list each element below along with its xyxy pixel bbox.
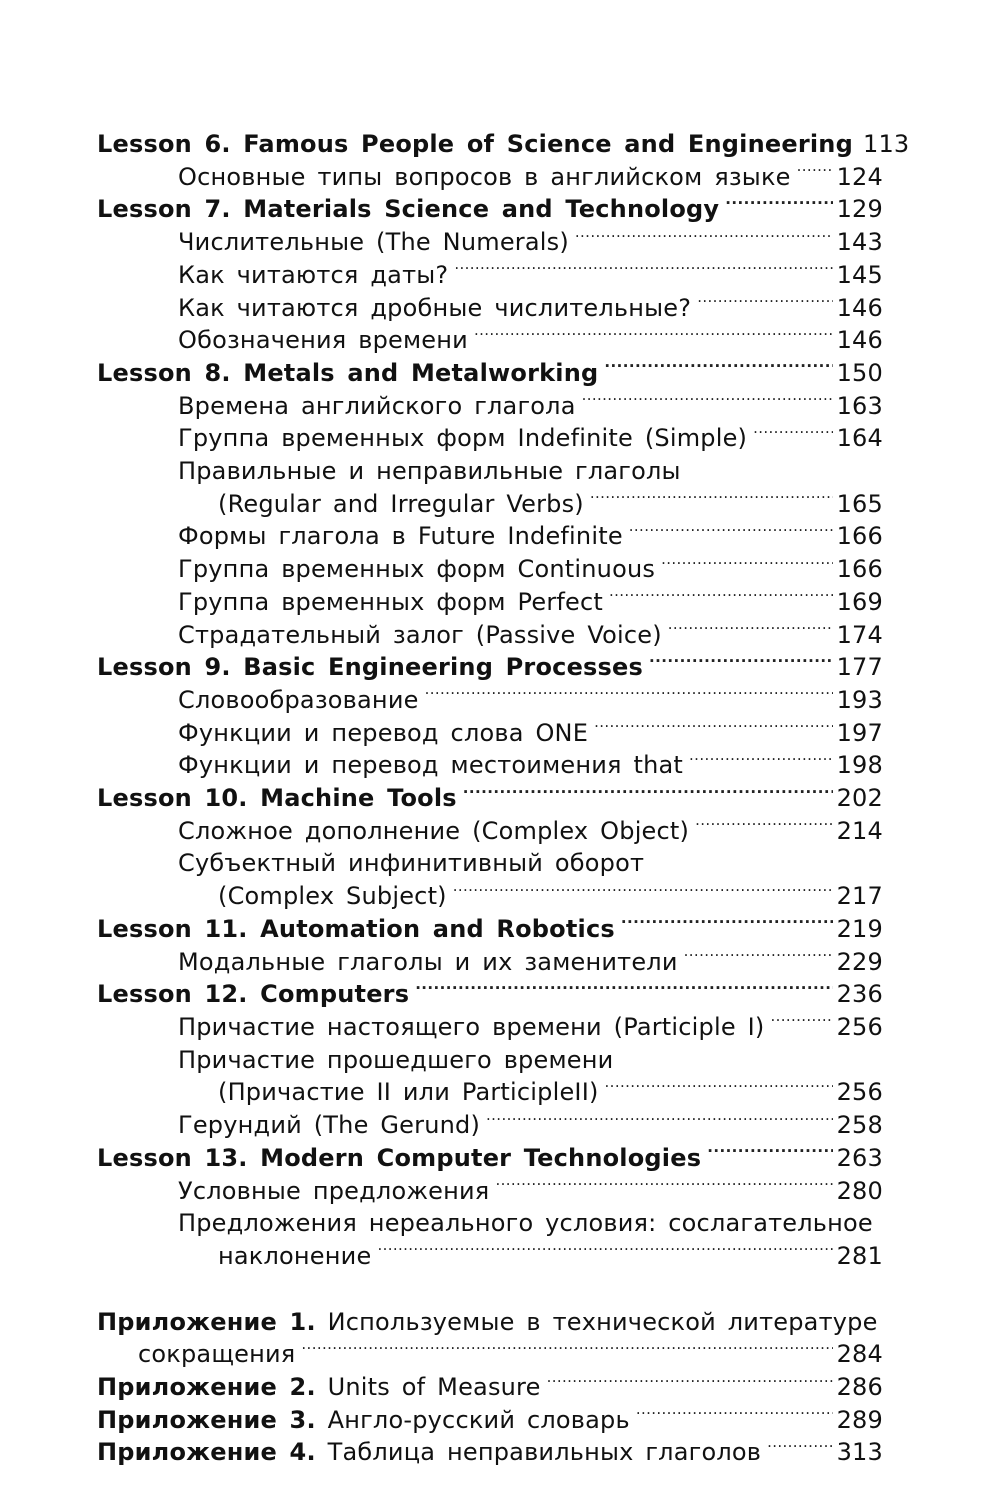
toc-entry[interactable] — [97, 161, 883, 194]
toc-entry[interactable] — [97, 946, 883, 979]
toc-page-number: 193 — [836, 685, 883, 714]
toc-page-number: 197 — [836, 718, 883, 747]
toc-entry-heading — [97, 1207, 883, 1240]
toc-entry-title: Lesson 11. Automation and Robotics — [97, 914, 615, 943]
dot-leader — [605, 1076, 833, 1100]
dot-leader — [415, 978, 832, 1002]
toc-entry-title: Функции и перевод слова ONE — [178, 718, 589, 747]
toc-entry-title: наклонение — [218, 1241, 372, 1270]
toc-entry-title: (Причастие II или ParticipleII) — [218, 1078, 599, 1107]
toc-entry[interactable] — [97, 749, 883, 782]
dot-leader — [668, 619, 833, 643]
toc-page-number: 169 — [836, 587, 883, 616]
dot-leader — [695, 815, 832, 839]
toc-entry-heading — [97, 847, 883, 880]
toc-entry[interactable] — [97, 553, 883, 586]
toc-page-number: 150 — [836, 358, 883, 387]
dot-leader — [575, 226, 833, 250]
toc-entry[interactable] — [97, 259, 883, 292]
dot-leader — [453, 880, 833, 904]
toc-entry-title: сокращения — [138, 1340, 296, 1369]
toc-page-number: 214 — [836, 816, 883, 845]
toc-entry[interactable] — [97, 292, 883, 325]
toc-entry-title: Причастие настоящего времени (Participle I) — [178, 1012, 765, 1041]
dot-leader — [425, 684, 833, 708]
toc-entry-title: Страдательный залог (Passive Voice) — [178, 620, 662, 649]
toc-appendix-4[interactable] — [97, 1436, 883, 1469]
toc-page-number: 145 — [836, 260, 883, 289]
toc-lesson-8[interactable] — [97, 357, 883, 390]
appendix-title: Англо-русский словарь — [327, 1405, 630, 1434]
dot-leader — [590, 488, 833, 512]
toc-entry-title: Группа временных форм Continuous — [178, 555, 656, 584]
toc-entry-title: Герундий (The Gerund) — [178, 1111, 481, 1140]
toc-page-number: 124 — [836, 162, 883, 191]
toc-page-number: 313 — [836, 1438, 883, 1467]
dot-leader — [684, 946, 833, 970]
toc-lesson-12[interactable] — [97, 978, 883, 1011]
toc-page-number: 164 — [836, 424, 883, 453]
toc-entry-title: Формы глагола в Future Indefinite — [178, 522, 623, 551]
toc-entry-title: Модальные глаголы и их заменители — [178, 947, 678, 976]
toc-entry[interactable] — [97, 488, 883, 521]
table-of-contents — [97, 128, 910, 1469]
dot-leader — [621, 913, 833, 937]
toc-entry-title: Функции и перевод местоимения that — [178, 751, 684, 780]
dot-leader — [604, 357, 832, 381]
dot-leader — [377, 1240, 832, 1264]
toc-entry-title — [97, 1306, 878, 1339]
toc-entry[interactable] — [97, 586, 883, 619]
toc-entry[interactable] — [97, 717, 883, 750]
toc-entry-title: Условные предложения — [178, 1176, 490, 1205]
dot-leader — [797, 161, 833, 185]
toc-entry-title: Lesson 7. Materials Science and Technology — [97, 195, 720, 224]
toc-page-number: 177 — [836, 653, 883, 682]
toc-entry-title — [97, 1404, 630, 1437]
toc-page-number: 129 — [836, 195, 883, 224]
toc-entry-title: Обозначения времени — [178, 326, 468, 355]
toc-entry-title: Группа временных форм Perfect — [178, 587, 604, 616]
toc-appendix-3[interactable] — [97, 1404, 883, 1437]
dot-leader — [767, 1436, 832, 1460]
toc-entry-heading — [97, 1044, 883, 1077]
dot-leader — [486, 1109, 833, 1133]
toc-entry[interactable] — [97, 880, 883, 913]
toc-lesson-10[interactable] — [97, 782, 883, 815]
dot-leader — [547, 1371, 833, 1395]
toc-entry-title: Lesson 8. Metals and Metalworking — [97, 358, 599, 387]
toc-lesson-11[interactable] — [97, 913, 883, 946]
appendix-label: Приложение 2. — [97, 1373, 316, 1402]
toc-entry-title: (Complex Subject) — [218, 882, 447, 911]
toc-entry-title: Lesson 6. Famous People of Science and Engineering — [97, 130, 853, 158]
dot-leader — [629, 520, 833, 544]
toc-page-number: 113 — [862, 130, 910, 158]
toc-page-number: 202 — [836, 784, 883, 813]
toc-entry-title: Как читаются даты? — [178, 260, 449, 289]
dot-leader — [463, 782, 833, 806]
toc-page-number: 258 — [836, 1111, 883, 1140]
toc-appendix-2[interactable] — [97, 1371, 883, 1404]
toc-page-number: 165 — [836, 489, 883, 518]
toc-appendix-1 — [97, 1306, 883, 1339]
toc-entry-title: Lesson 10. Machine Tools — [97, 784, 457, 813]
toc-entry-title: Числительные (The Numerals) — [178, 228, 569, 257]
toc-entry-title: Группа временных форм Indefinite (Simple) — [178, 424, 748, 453]
toc-entry-title: Lesson 12. Computers — [97, 980, 410, 1009]
dot-leader — [661, 553, 832, 577]
toc-entry-title — [97, 1371, 541, 1404]
toc-page-number: 286 — [836, 1373, 883, 1402]
dot-leader — [609, 586, 833, 610]
toc-entry-title: (Regular and Irregular Verbs) — [218, 489, 584, 518]
toc-entry-heading — [97, 455, 883, 488]
toc-page-number: 284 — [836, 1340, 883, 1369]
dot-leader — [725, 193, 832, 217]
toc-page-number: 217 — [836, 882, 883, 911]
appendix-label: Приложение 3. — [97, 1405, 316, 1434]
dot-leader — [636, 1404, 833, 1428]
toc-lesson-7[interactable] — [97, 193, 883, 226]
dot-leader — [707, 1142, 832, 1166]
toc-entry[interactable] — [97, 422, 883, 455]
toc-page-number: 166 — [836, 555, 883, 584]
toc-lesson-6[interactable] — [97, 128, 910, 161]
toc-entry-title — [97, 1436, 761, 1469]
toc-page-number: 166 — [836, 522, 883, 551]
toc-entry-title: Сложное дополнение (Complex Object) — [178, 816, 690, 845]
dot-leader — [301, 1338, 832, 1362]
toc-page-number: 281 — [836, 1241, 883, 1270]
toc-page-number: 280 — [836, 1176, 883, 1205]
toc-lesson-13[interactable] — [97, 1142, 883, 1175]
dot-leader — [474, 324, 833, 348]
toc-page-number: 146 — [836, 326, 883, 355]
dot-leader — [770, 1011, 832, 1035]
appendix-label: Приложение 4. — [97, 1438, 316, 1467]
toc-page-number: 256 — [836, 1078, 883, 1107]
dot-leader — [594, 717, 833, 741]
dot-leader — [753, 422, 832, 446]
dot-leader — [495, 1175, 832, 1199]
toc-entry-title: Основные типы вопросов в английском языке — [178, 162, 791, 191]
toc-entry[interactable] — [97, 1076, 883, 1109]
toc-entry[interactable] — [97, 1240, 883, 1273]
dot-leader — [689, 749, 833, 773]
toc-entry[interactable] — [97, 684, 883, 717]
toc-page-number: 174 — [836, 620, 883, 649]
toc-entry[interactable] — [97, 1011, 883, 1044]
toc-entry-title: Lesson 13. Modern Computer Technologies — [97, 1143, 702, 1172]
appendix-title: Units of Measure — [327, 1373, 541, 1402]
toc-page-number: 229 — [836, 947, 883, 976]
toc-page-number: 263 — [836, 1143, 883, 1172]
toc-page-number: 198 — [836, 751, 883, 780]
toc-entry-title: Субъектный инфинитивный оборот — [178, 849, 645, 878]
dot-leader — [697, 292, 832, 316]
toc-entry[interactable] — [97, 324, 883, 357]
toc-page-number: 236 — [836, 980, 883, 1009]
section-gap — [97, 1273, 883, 1306]
toc-entry[interactable] — [97, 520, 883, 553]
appendix-label: Приложение 1. — [97, 1307, 316, 1336]
toc-page-number: 256 — [836, 1012, 883, 1041]
toc-lesson-9[interactable] — [97, 651, 883, 684]
toc-entry-title: Причастие прошедшего времени — [178, 1045, 614, 1074]
toc-entry[interactable] — [97, 619, 883, 652]
toc-entry-title: Словообразование — [178, 685, 419, 714]
toc-page-number: 219 — [836, 914, 883, 943]
dot-leader — [649, 651, 833, 675]
toc-page-number: 146 — [836, 293, 883, 322]
toc-page-number: 143 — [836, 228, 883, 257]
appendix-title: Используемые в технической литературе — [327, 1307, 878, 1336]
toc-page-number: 163 — [836, 391, 883, 420]
toc-entry[interactable] — [97, 815, 883, 848]
toc-page-number: 289 — [836, 1405, 883, 1434]
toc-entry-title: Предложения нереального условия: сослагательное — [178, 1209, 873, 1238]
toc-entry-title: Времена английского глагола — [178, 391, 576, 420]
toc-entry-title: Lesson 9. Basic Engineering Processes — [97, 653, 643, 682]
dot-leader — [454, 259, 832, 283]
appendix-title: Таблица неправильных глаголов — [327, 1438, 762, 1467]
toc-entry-title: Как читаются дробные числительные? — [178, 293, 692, 322]
toc-entry-title: Правильные и неправильные глаголы — [178, 457, 681, 486]
toc-entry[interactable] — [97, 390, 883, 423]
dot-leader — [582, 390, 833, 414]
toc-entry[interactable] — [97, 1109, 883, 1142]
toc-entry[interactable] — [97, 1175, 883, 1208]
toc-entry[interactable] — [97, 226, 883, 259]
toc-entry[interactable] — [97, 1338, 883, 1371]
